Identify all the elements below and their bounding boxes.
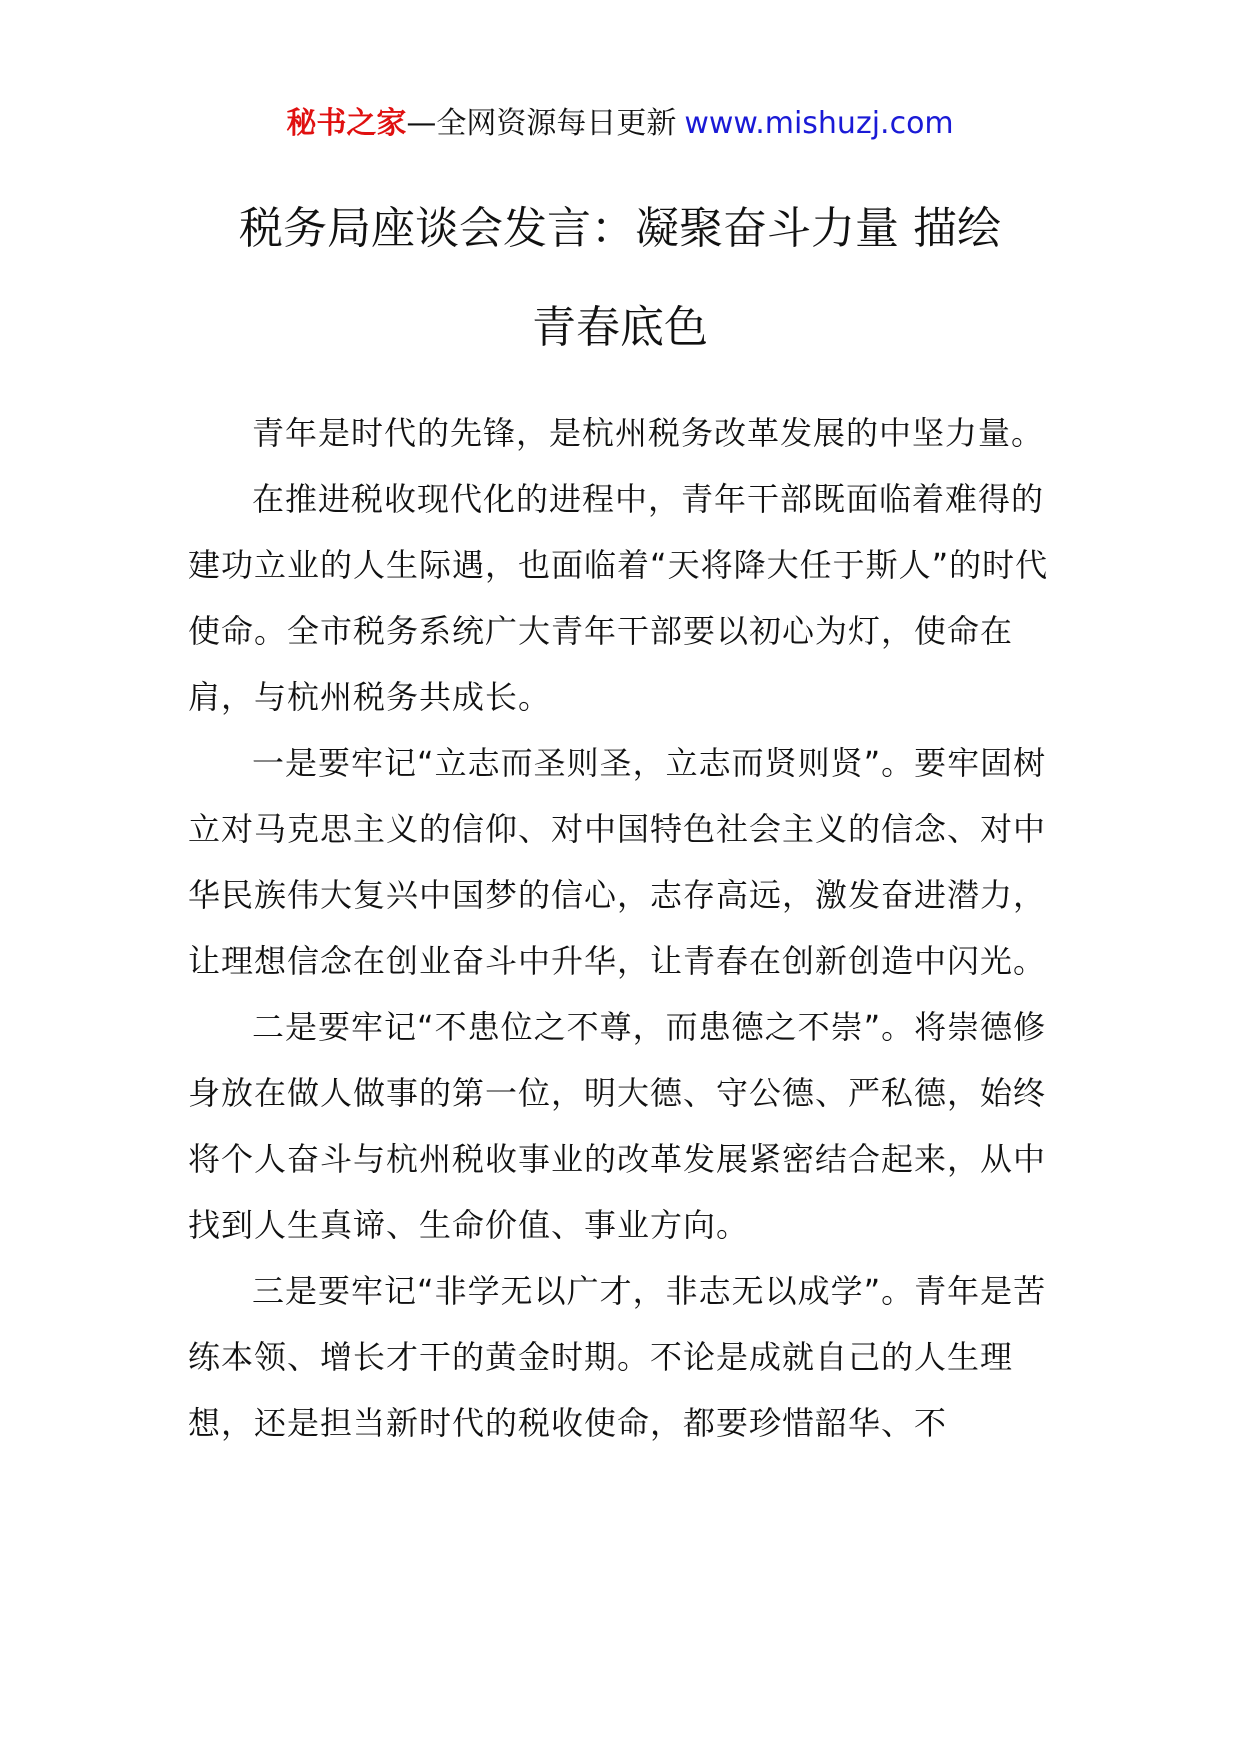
- paragraph-4: 二是要牢记“不患位之不尊，而患德之不崇”。将崇德修身放在做人做事的第一位，明大德、守公德、严私德，始终将个人奋斗与杭州税收事业的改革发展紧密结合起来，从中找到人生真谛、生命价值、事业方向。: [188, 1008, 1047, 1244]
- site-header: [0, 100, 1240, 148]
- document-title-line-2: 青春底色: [532, 302, 708, 353]
- site-url-link[interactable]: www.mishuzj.com: [684, 106, 954, 141]
- paragraph-1: 青年是时代的先锋，是杭州税务改革发展的中坚力量。: [252, 414, 1045, 452]
- document-title-line-1: 税务局座谈会发言：凝聚奋斗力量 描绘: [239, 203, 1001, 254]
- paragraph-2: 在推进税收现代化的进程中，青年干部既面临着难得的建功立业的人生际遇，也面临着“天将降大任于斯人”的时代使命。全市税务系统广大青年干部要以初心为灯，使命在肩，与杭州税务共成长。: [188, 480, 1049, 716]
- paragraph-5: 三是要牢记“非学无以广才，非志无以成学”。青年是苦练本领、增长才干的黄金时期。不论是成就自己的人生理想，还是担当新时代的税收使命，都要珍惜韶华、不: [188, 1272, 1047, 1442]
- paragraph-3: 一是要牢记“立志而圣则圣，立志而贤则贤”。要牢固树立对马克思主义的信仰、对中国特色社会主义的信念、对中华民族伟大复兴中国梦的信心，志存高远，激发奋进潜力，让理想信念在创业奋斗中升华，让青春在创新创造中闪光。: [188, 744, 1047, 980]
- header-slogan: —全网资源每日更新: [406, 106, 677, 141]
- document-body: [188, 400, 1056, 1456]
- brand-name: 秘书之家: [286, 106, 407, 141]
